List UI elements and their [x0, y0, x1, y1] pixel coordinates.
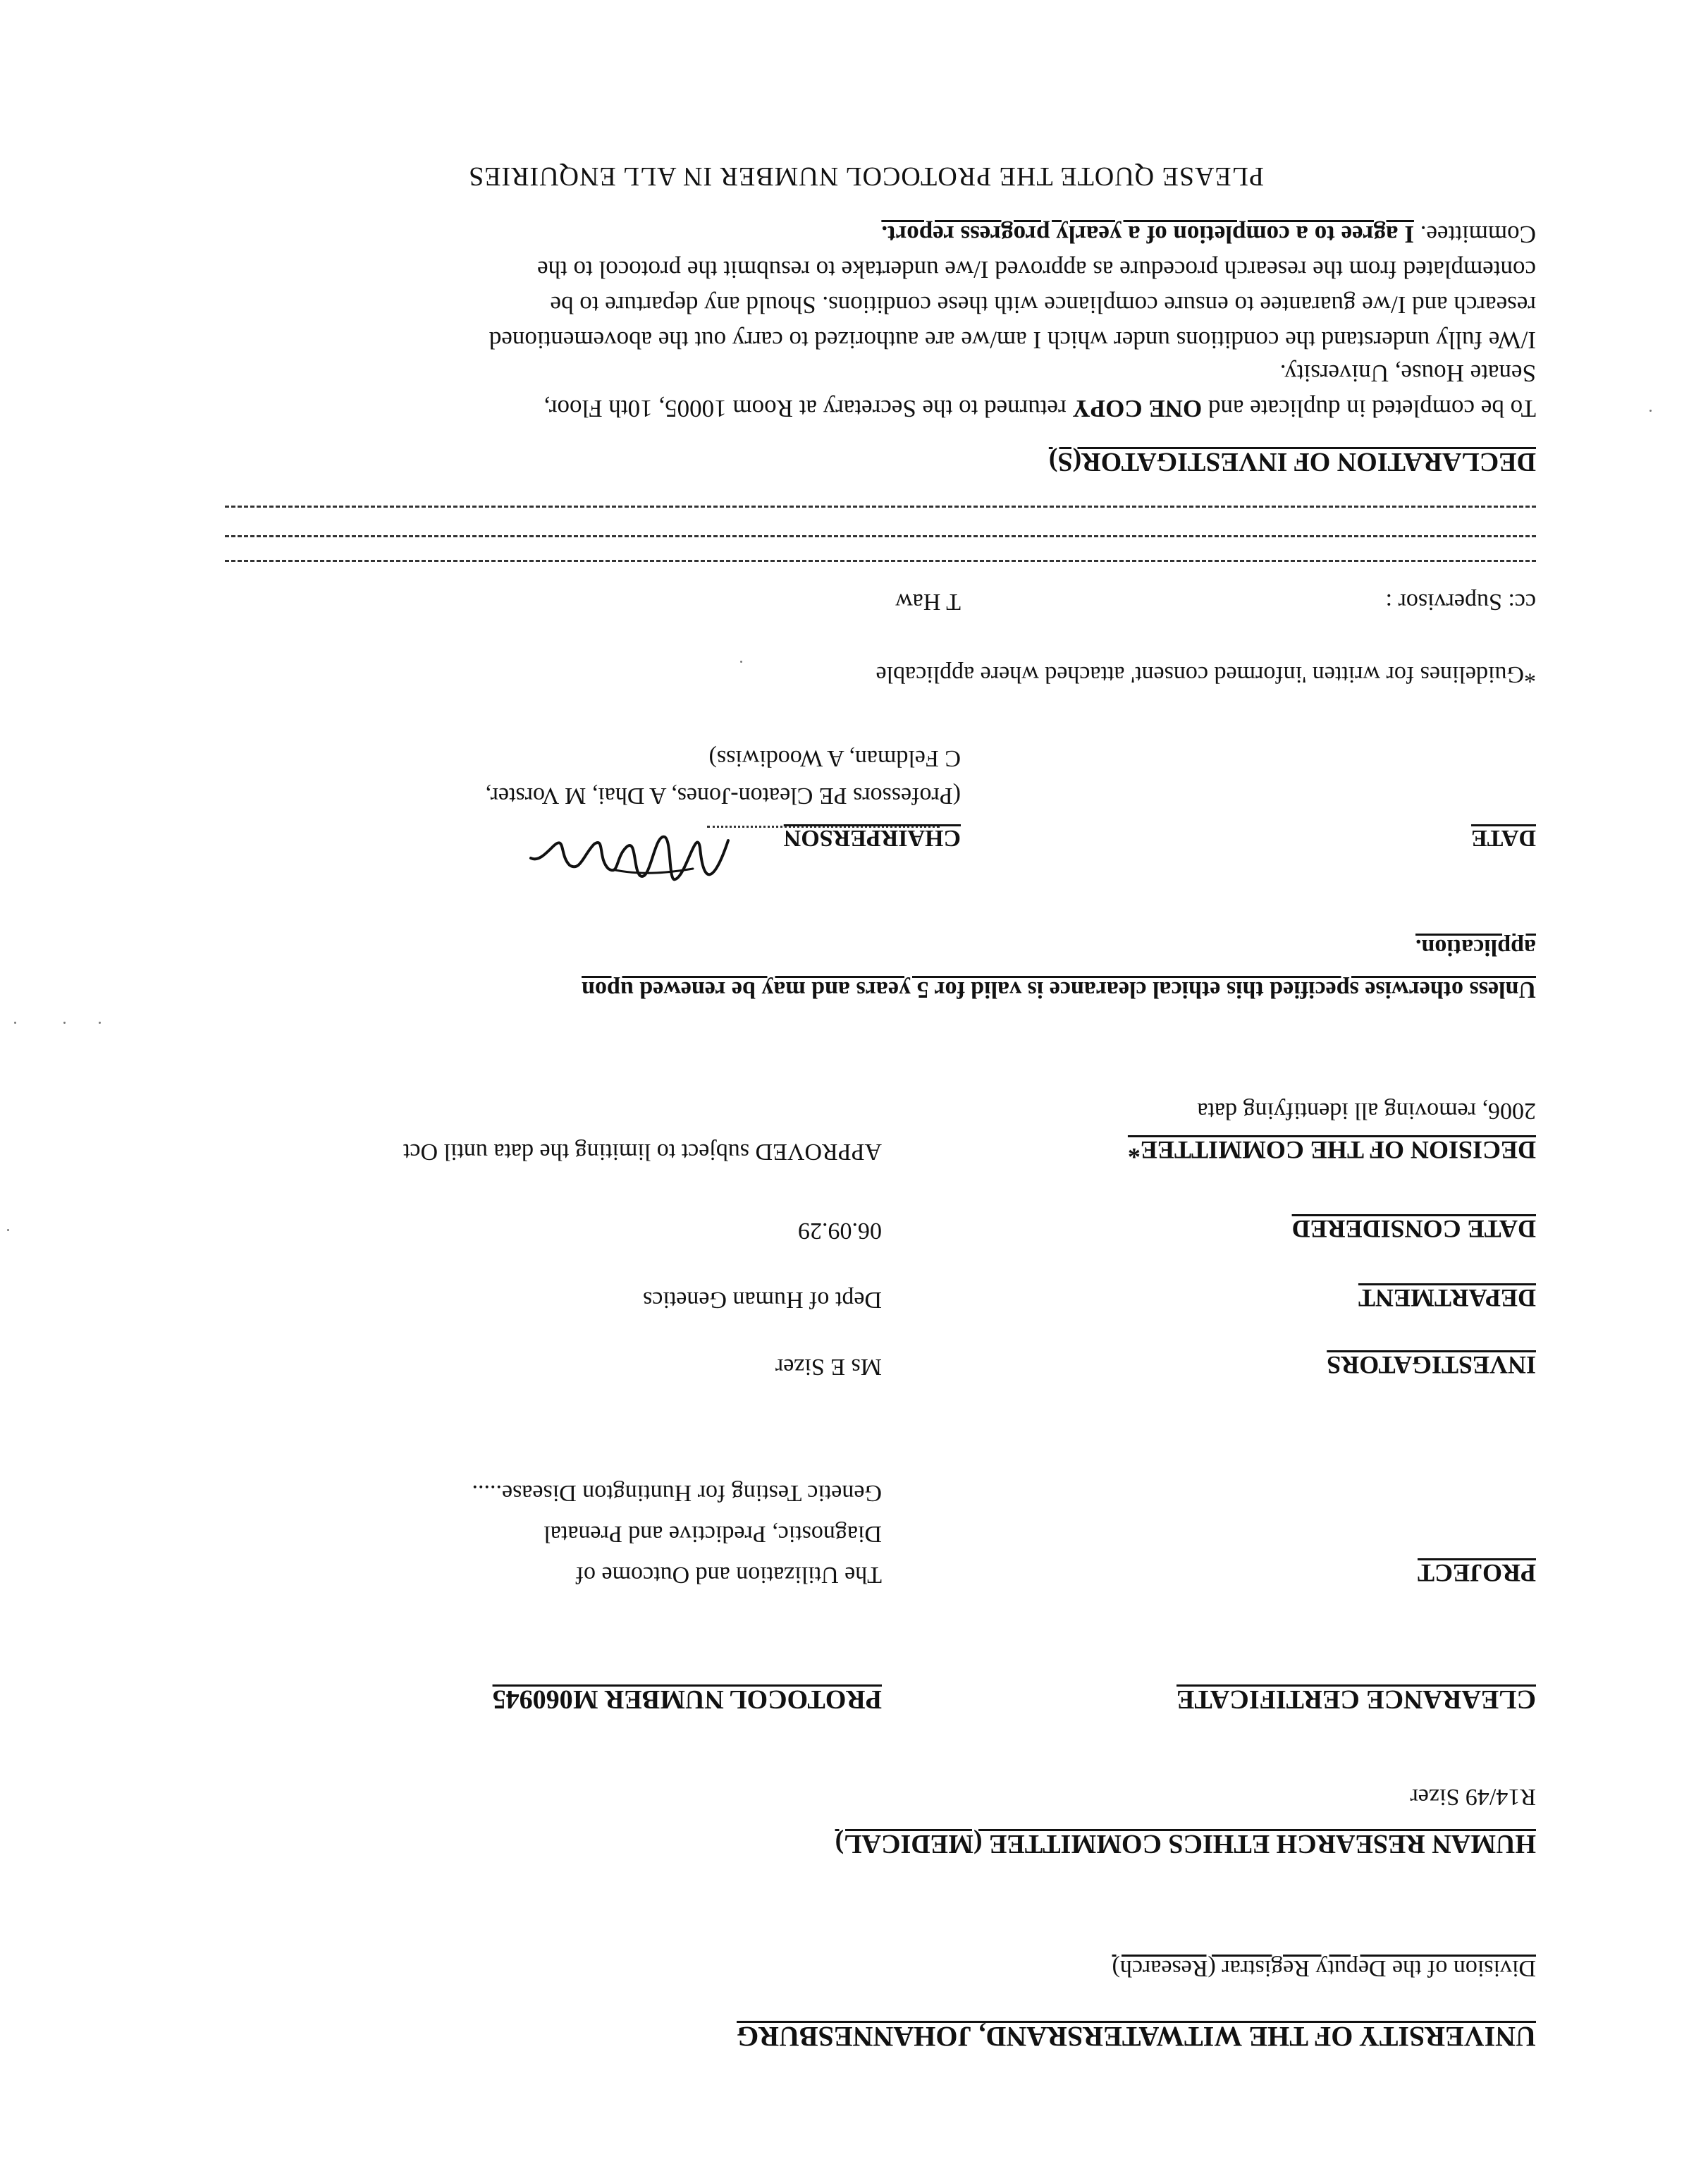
professors-line-2: C Feldman, A Woodiwiss) — [708, 745, 961, 771]
certificate-title: CLEARANCE CERTIFICATE — [1176, 1684, 1536, 1714]
reference-number: R14/49 Sizer — [1410, 1784, 1536, 1810]
scan-speck — [740, 661, 742, 663]
investigators-value: Ms E Sizer — [775, 1354, 882, 1380]
decision-label: DECISION OF THE COMMITTEE* — [1127, 1136, 1536, 1164]
scan-speck — [1649, 410, 1652, 412]
committee-title: HUMAN RESEARCH ETHICS COMMITTEE (MEDICAL) — [835, 1829, 1536, 1859]
cc-supervisor-label: cc: Supervisor : — [1385, 589, 1536, 615]
enquiries-notice: PLEASE QUOTE THE PROTOCOL NUMBER IN ALL ENQUIRIES — [468, 161, 1264, 191]
declaration-para2-line3: contemplated from the research procedure as approved I/we undertake to resubmit the protocol to the — [537, 256, 1536, 283]
declaration-para2-line2: research and I/we guarantee to ensure compliance with these conditions. Should any departure to be — [550, 291, 1536, 319]
declaration-title: DECLARATION OF INVESTIGATOR(S) — [1048, 447, 1536, 477]
date-considered-value: 06.09.29 — [798, 1218, 882, 1244]
project-label: PROJECT — [1417, 1559, 1536, 1587]
scan-speck — [7, 1229, 9, 1231]
project-line-3: Genetic Testing for Huntington Disease..... — [472, 1480, 882, 1506]
dashed-separator-2 — [225, 535, 1536, 537]
division-line: Division of the Deputy Registrar (Research) — [1112, 1955, 1536, 1981]
validity-line-2: application. — [1415, 934, 1536, 960]
investigators-label: INVESTIGATORS — [1327, 1351, 1536, 1379]
progress-report-agreement: I agree to a completion of a yearly progress report. — [881, 221, 1414, 248]
declaration-para2-line4-pre: Committee. — [1413, 221, 1536, 248]
department-value: Dept of Human Genetics — [643, 1287, 882, 1313]
declaration-para2-line1: I/We fully understand the conditions under which I am/we are authorized to carry out the abovementioned — [489, 326, 1536, 354]
dashed-separator-3 — [225, 506, 1536, 508]
scan-speck — [99, 1022, 101, 1024]
chairperson-signature — [524, 819, 735, 897]
validity-line-1: Unless otherwise specified this ethical clearance is valid for 5 years and may be renewed upon — [582, 977, 1536, 1003]
scan-speck — [14, 1022, 16, 1024]
decision-value: APPROVED subject to limiting the data until Oct — [403, 1139, 882, 1165]
date-considered-label: DATE CONSIDERED — [1291, 1215, 1536, 1243]
declaration-para1-pre: To be completed in duplicate and — [1202, 395, 1536, 422]
project-line-1: The Utilization and Outcome of — [575, 1562, 882, 1588]
dashed-separator-1 — [225, 560, 1536, 562]
date-label: DATE — [1471, 825, 1536, 851]
declaration-para1-line1 — [543, 391, 1536, 426]
project-line-2: Diagnostic, Predictive and Prenatal — [543, 1521, 882, 1547]
protocol-number: PROTOCOL NUMBER M060945 — [492, 1684, 882, 1714]
department-label: DEPARTMENT — [1358, 1284, 1536, 1312]
decision-value-continued: 2006, removing all identifying data — [1197, 1098, 1536, 1124]
professors-line-1: (Professors PE Cleaton-Jones, A Dhai, M Vorster, — [485, 783, 961, 809]
consent-footnote: *Guidelines for written 'informed consent' attached where applicable — [875, 661, 1536, 687]
declaration-para1-post: returned to the Secretary at Room 10005, 10th Floor, — [543, 395, 1073, 422]
chairperson-label: CHAIRPERSON — [783, 825, 961, 851]
declaration-para1-line2: Senate House, University. — [1279, 360, 1536, 387]
cc-supervisor-value: T Haw — [895, 589, 961, 615]
university-title: UNIVERSITY OF THE WITWATERSRAND, JOHANNESBURG — [737, 2021, 1536, 2053]
one-copy-emphasis: ONE COPY — [1072, 395, 1203, 422]
declaration-para2-line4 — [881, 216, 1536, 252]
scan-speck — [63, 1022, 66, 1024]
